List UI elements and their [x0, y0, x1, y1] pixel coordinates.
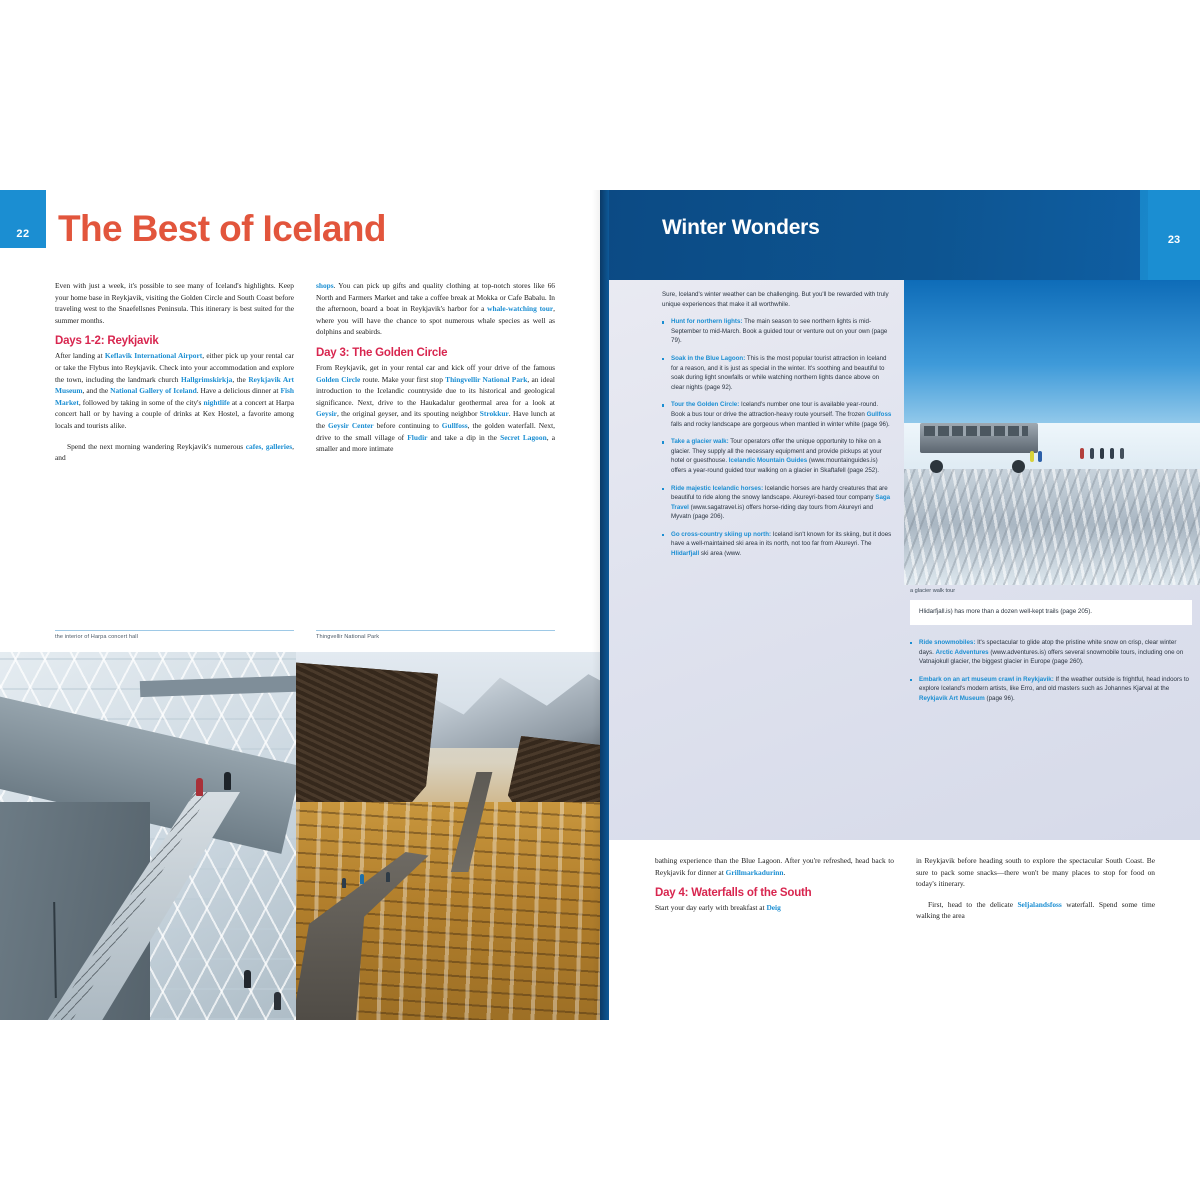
list-item: [910, 675, 1192, 704]
link-hlidarfjall[interactable]: Hlidarfjall: [671, 550, 700, 558]
sidebar-bullet-list-right: [910, 638, 1192, 704]
link-gullfoss[interactable]: Gullfoss: [866, 410, 892, 418]
glacier-truck-windows: [924, 426, 1028, 436]
text-seg: , where you will have the chance to spot numerous whale species as well as dolphins and seabirds.: [316, 304, 556, 337]
photo-figure-person: [274, 992, 281, 1010]
photo-figure-person: [224, 772, 231, 790]
bullet-heading: Take a glacier walk:: [671, 438, 729, 446]
page-spine: [600, 190, 609, 1020]
text-seg: Spend the next morning wandering Reykjavik's numerous: [67, 441, 246, 451]
text-seg: , and: [55, 441, 295, 463]
text-seg: From Reykjavik, get in your rental car and kick off your drive of the famous: [316, 362, 555, 372]
photo-figure-person: [342, 878, 346, 888]
link-whale-watching-tour[interactable]: whale-watching tour: [487, 304, 554, 314]
bullet-body: (www.adventures.is) offers several snowmobile tours, including one on Vatnajokull glacier, the biggest glacier in Europe (page 260).: [919, 648, 1184, 666]
text-seg: . Have a delicious dinner at: [196, 386, 281, 396]
link-arctic-adventures[interactable]: Arctic Adventures: [935, 648, 989, 656]
caption-rule: [316, 630, 555, 631]
link-fludir[interactable]: Fludir: [407, 432, 428, 442]
day-4-paragraph-part2: in Reykjavik before heading south to explore the spectacular South Coast. Be sure to pack some snacks—there won't be many places to stop for food on today's itinerary.: [916, 856, 1155, 889]
folio-left-number: 22: [16, 228, 30, 240]
left-column-2: [316, 280, 555, 473]
heading-day-4: Day 4: Waterfalls of the South: [655, 887, 812, 900]
day-4-paragraph-part3: [916, 899, 1155, 922]
days-1-2-paragraph-b-part2: [316, 280, 555, 338]
text-seg: , the original geyser, and its spouting neighbor: [336, 409, 480, 419]
truck-wheel: [1012, 460, 1025, 473]
sidebar-column-right: [910, 638, 1192, 712]
day-3-paragraph: [316, 362, 555, 455]
bullet-heading: Embark on an art museum crawl in Reykjavik:: [919, 675, 1054, 683]
link-national-gallery[interactable]: National Gallery of Iceland: [110, 386, 197, 396]
caption-cell-thingvellir: [316, 630, 555, 640]
link-secret-lagoon[interactable]: Secret Lagoon: [500, 432, 547, 442]
link-cafes-galleries[interactable]: cafes, galleries: [245, 441, 293, 451]
bullet-heading: Go cross-country skiing up north:: [671, 530, 772, 538]
heading-day-3: Day 3: The Golden Circle: [316, 346, 448, 359]
caption-rule: [55, 630, 294, 631]
day-4-paragraph-part1: [655, 902, 894, 914]
photo-figure-person: [196, 778, 203, 796]
list-item: [662, 484, 892, 522]
text-seg: bathing experience than the Blue Lagoon. After you're refreshed, head back to Reykjavik for dinner at: [655, 856, 894, 877]
text-seg: , the: [232, 374, 249, 384]
text-seg: Start your day early with breakfast at: [655, 903, 767, 913]
link-golden-circle[interactable]: Golden Circle: [316, 374, 361, 384]
page-title: The Best of Iceland: [58, 208, 386, 249]
left-page-caption-row: [55, 630, 555, 640]
text-seg: , the golden waterfall. Next, drive to the small village of: [316, 420, 555, 442]
bullet-body: ski area (www.: [699, 550, 742, 558]
sidebar-bullet-list-left: [662, 317, 892, 558]
photo-glacier-tour: [904, 280, 1200, 585]
intro-paragraph: Even with just a week, it's possible to see many of Iceland's highlights. Keep your home base in Reykjavik, visiting the Golden Circle and South Coast before traveling west to the Snaefellsnes Peninsula. This itinerary is best suited for the summer months.: [55, 281, 294, 325]
text-seg: . You can pick up gifts and quality clothing at top-notch stores like 66 North and Farmers Market and take a coffee break at Mokka or Cafe Babalu. In the afternoon, board a boat in Reykjavik's harbor for a: [316, 281, 555, 314]
link-reykjavik-art-museum[interactable]: Reykjavik Art Museum: [55, 374, 294, 396]
link-deig[interactable]: Deig: [766, 903, 781, 913]
link-seljalandsfoss[interactable]: Seljalandsfoss: [1017, 899, 1062, 909]
text-seg: , followed by taking in some of the city's: [78, 397, 204, 407]
bullet-heading: Ride majestic Icelandic horses:: [671, 484, 764, 492]
right-column-1: [655, 855, 894, 931]
text-seg: at a concert at Harpa concert hall or by having a couple of drinks at Kex Hostel, a favorite among locals and tourists alike.: [55, 397, 294, 430]
link-thingvellir-national-park[interactable]: Thingvellir National Park: [445, 374, 528, 384]
book-spread: [0, 190, 1200, 1020]
caption-thingvellir: Thingvellir National Park: [316, 634, 380, 640]
photo-figure-person: [1090, 448, 1094, 459]
left-page: [0, 190, 600, 1020]
text-seg: . Have lunch at the: [316, 409, 555, 430]
bullet-body: Iceland isn't known for its skiing, but it does have a well-maintained ski area in its north, not too far from Akureyri. The: [671, 530, 892, 548]
days-1-2-paragraph-a: [55, 350, 294, 431]
text-seg: After landing at: [55, 351, 105, 361]
folio-right: [1148, 190, 1200, 280]
days-1-2-paragraph-b-part1: [55, 441, 294, 464]
list-item: [910, 638, 1192, 667]
link-saga-travel[interactable]: Saga Travel: [671, 494, 891, 511]
photo-figure-person: [1080, 448, 1084, 459]
photo-figure-person: [1110, 448, 1114, 459]
list-item: [662, 530, 892, 559]
bullet-body: (www.sagatravel.is) offers horse-riding day tours from Akureyri and Myvatn (page 206).: [671, 503, 874, 521]
glacier-sky: [904, 280, 1200, 433]
link-fish-market[interactable]: Fish Market: [55, 386, 295, 407]
list-item: [662, 400, 892, 429]
text-seg: First, head to the delicate: [928, 899, 1018, 909]
text-seg: , and the: [82, 386, 111, 396]
link-shops[interactable]: shops: [316, 281, 334, 290]
continuation-paragraph: [655, 855, 894, 878]
link-grillmarkadurinn[interactable]: Grillmarkadurinn: [725, 867, 784, 877]
text-seg: , either pick up your rental car or take the Flybus into Reykjavik. Check into your accommodation and explore the town, including the landmark church: [55, 351, 295, 384]
link-geysir-center[interactable]: Geysir Center: [328, 420, 374, 430]
caption-glacier-walk-tour: a glacier walk tour: [910, 588, 956, 594]
bullet-body: Iceland's number one tour is available year-round. Book a bus tour or drive the attraction-heavy route yourself. The frozen: [671, 401, 879, 418]
bullet-body: It's spectacular to glide atop the pristine white snow on crisp, clear winter days.: [919, 639, 1177, 656]
bullet-heading: Tour the Golden Circle:: [671, 401, 740, 409]
sidebar-note-box: [910, 600, 1192, 625]
photo-figure-person: [1038, 451, 1042, 462]
bullet-body: falls and rocky landscape are gorgeous when mantled in winter white (page 96).: [671, 420, 890, 428]
text-seg: before continuing to: [373, 420, 442, 430]
caption-cell-harpa: [55, 630, 294, 640]
list-item: [662, 317, 892, 346]
bullet-body: (page 96).: [984, 694, 1015, 702]
text-seg: waterfall. Spend some time walking the area: [916, 899, 1155, 921]
folio-right-number: 23: [1167, 234, 1181, 246]
bullet-heading: Hunt for northern lights:: [671, 318, 743, 326]
photo-figure-person: [386, 872, 390, 882]
left-column-1: [55, 280, 294, 473]
photo-figure-person: [244, 970, 251, 988]
photo-harpa-concert-hall: [0, 652, 296, 1020]
text-seg: route. Make your first stop: [360, 374, 446, 384]
text-seg: , an ideal introduction to the Icelandic countryside due to its historical and geological significance. Next, drive to the Haukadalur geothermal area for a look at: [316, 374, 555, 407]
folio-left: [0, 190, 46, 248]
left-page-columns: [55, 280, 555, 473]
photo-thingvellir: [296, 652, 600, 1020]
bullet-heading: Soak in the Blue Lagoon:: [671, 354, 746, 362]
heading-days-1-2: Days 1-2: Reykjavik: [55, 335, 159, 348]
right-page-columns: [655, 855, 1155, 931]
bullet-body: This is the most popular tourist attraction in Iceland for a reason, and it is just as special in the winter. It's soothing and beautiful to soak during light snowfalls or while watching northern lights dance above on clear nights (page 92).: [671, 354, 887, 391]
sidebar-note-text: Hlidarfjall.is) has more than a dozen well-kept trails (page 205).: [919, 608, 1092, 615]
photo-figure-person: [1030, 451, 1034, 462]
sidebar-title: Winter Wonders: [662, 216, 820, 239]
bullet-body: (www.mountainguides.is) offers a year-round guided tour walking on a glacier in Skaftafell (page 252).: [671, 457, 879, 474]
sidebar-intro: Sure, Iceland's winter weather can be challenging. But you'll be rewarded with truly unique experiences that make it all worthwhile.: [662, 291, 889, 308]
truck-wheel: [930, 460, 943, 473]
glacier-gravel-foreground: [904, 469, 1200, 585]
right-column-2: [916, 855, 1155, 931]
photo-figure-person: [1100, 448, 1104, 459]
list-item: [662, 354, 892, 392]
right-page: [600, 190, 1200, 1020]
photo-figure-person: [1120, 448, 1124, 459]
link-reykjavik-art-museum[interactable]: Reykjavik Art Museum: [919, 694, 985, 702]
link-gullfoss[interactable]: Gullfoss: [441, 420, 468, 430]
link-strokkur[interactable]: Strokkur: [479, 409, 509, 419]
left-page-photos: [0, 652, 600, 1020]
bullet-heading: Ride snowmobiles:: [919, 639, 976, 646]
text-seg: and take a dip in the: [427, 432, 501, 442]
bullet-body: If the weather outside is frightful, head indoors to explore Iceland's modern artists, like Erro, and old masters such as Johannes Kjarval at the: [919, 675, 1189, 693]
link-nightlife[interactable]: nightlife: [203, 397, 230, 407]
list-item: [662, 437, 892, 475]
link-hallgrimskirkja[interactable]: Hallgrimskirkja: [180, 374, 233, 384]
text-seg: .: [783, 867, 786, 877]
bullet-body: The main season to see northern lights is mid-September to mid-March. Book a guided tour or venture out on your own (page 79).: [671, 318, 888, 345]
caption-harpa: the interior of Harpa concert hall: [55, 634, 138, 640]
link-geysir[interactable]: Geysir: [316, 409, 337, 419]
link-keflavik-airport[interactable]: Keflavik International Airport: [104, 351, 203, 361]
bullet-body: Tour operators offer the unique opportunity to hike on a glacier. They supply all the necessary equipment and provide pickups at your hotel or guesthouse.: [671, 438, 882, 465]
link-icelandic-mountain-guides[interactable]: Icelandic Mountain Guides: [728, 457, 808, 465]
sidebar-column-left: [662, 290, 892, 567]
photo-figure-person: [360, 874, 364, 884]
text-seg: , a smaller and more intimate: [316, 432, 555, 454]
bullet-body: Icelandic horses are hardy creatures that are beautiful to ride along the snowy landscape. Akureyri-based tour company: [671, 484, 888, 502]
